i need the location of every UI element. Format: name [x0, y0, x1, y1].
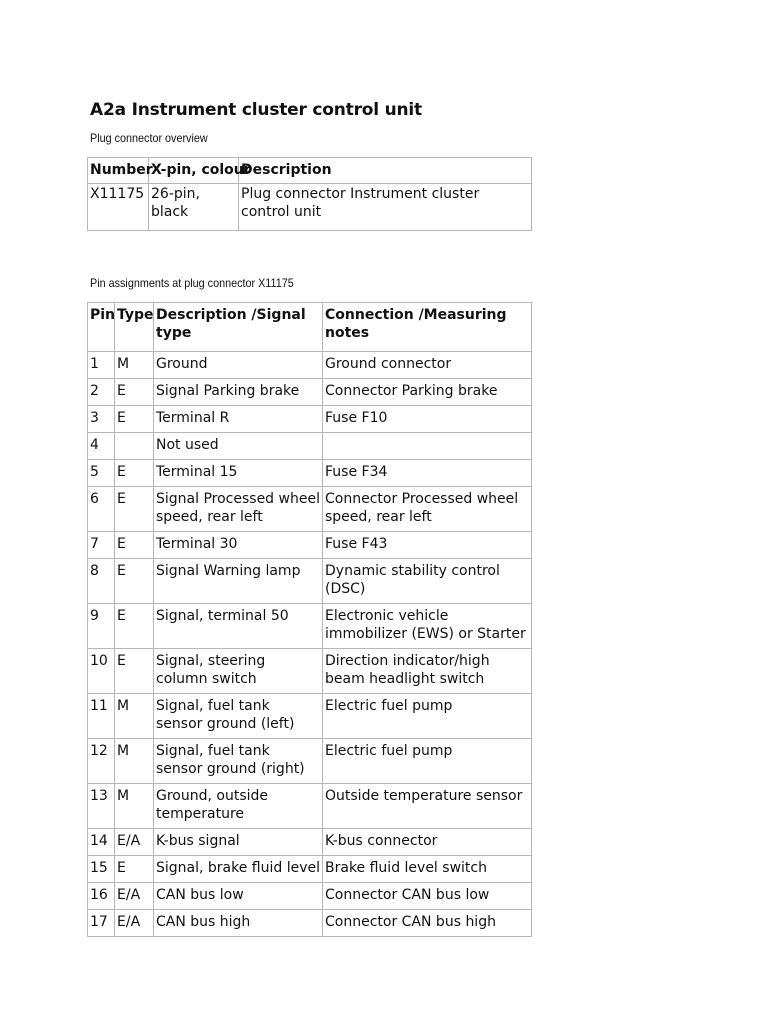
- column-header-type: Type: [115, 303, 154, 352]
- table-row: [88, 433, 532, 460]
- table-row: [88, 649, 532, 694]
- table-row: [88, 379, 532, 406]
- column-header-description: Description: [239, 158, 532, 184]
- cell-type: E: [115, 406, 154, 433]
- cell-type: E/A: [115, 829, 154, 856]
- cell-pin: 7: [88, 532, 115, 559]
- cell-pin: 12: [88, 739, 115, 784]
- table-row: [88, 406, 532, 433]
- cell-description: Terminal R: [154, 406, 323, 433]
- table-row: [88, 883, 532, 910]
- cell-pin: 14: [88, 829, 115, 856]
- cell-number: X11175: [88, 184, 149, 231]
- cell-connection: Connector CAN bus low: [323, 883, 532, 910]
- cell-pin: 11: [88, 694, 115, 739]
- cell-description: Ground, outside temperature: [154, 784, 323, 829]
- cell-description: Signal, brake fluid level: [154, 856, 323, 883]
- column-header-connection-measuring-notes: Connection /Measuring notes: [323, 303, 532, 352]
- cell-pin: 3: [88, 406, 115, 433]
- pin-assignments-table: [87, 302, 532, 937]
- cell-connection: Fuse F34: [323, 460, 532, 487]
- column-header-x-pin-colour: X-pin, colour: [149, 158, 239, 184]
- cell-connection: Connector Processed wheel speed, rear left: [323, 487, 532, 532]
- column-header-number: Number: [88, 158, 149, 184]
- cell-connection: Dynamic stability control (DSC): [323, 559, 532, 604]
- cell-connection: Brake fluid level switch: [323, 856, 532, 883]
- cell-description: Plug connector Instrument cluster control unit: [239, 184, 532, 231]
- cell-description: Signal, terminal 50: [154, 604, 323, 649]
- cell-type: E: [115, 460, 154, 487]
- cell-connection: Connector Parking brake: [323, 379, 532, 406]
- cell-type: M: [115, 739, 154, 784]
- cell-description: Terminal 15: [154, 460, 323, 487]
- cell-type: E/A: [115, 883, 154, 910]
- cell-description: Signal, fuel tank sensor ground (left): [154, 694, 323, 739]
- cell-type: E: [115, 649, 154, 694]
- cell-connection: Outside temperature sensor: [323, 784, 532, 829]
- table-row: [88, 829, 532, 856]
- cell-type: M: [115, 694, 154, 739]
- cell-type: E: [115, 559, 154, 604]
- table-row: [88, 856, 532, 883]
- column-header-description-signal-type: Description /Signal type: [154, 303, 323, 352]
- pin-assignments-heading: Pin assignments at plug connector X11175: [90, 276, 294, 290]
- table-header-row: [88, 303, 532, 352]
- table-row: [88, 784, 532, 829]
- cell-pin: 8: [88, 559, 115, 604]
- cell-connection: Connector CAN bus high: [323, 910, 532, 937]
- table-row: [88, 184, 532, 231]
- plug-connector-overview-table: [87, 157, 532, 231]
- table-row: [88, 739, 532, 784]
- table-row: [88, 559, 532, 604]
- table-row: [88, 910, 532, 937]
- cell-type: [115, 433, 154, 460]
- table-row: [88, 460, 532, 487]
- cell-connection: K-bus connector: [323, 829, 532, 856]
- cell-pin: 16: [88, 883, 115, 910]
- table-row: [88, 604, 532, 649]
- cell-pin: 5: [88, 460, 115, 487]
- cell-type: E/A: [115, 910, 154, 937]
- table-row: [88, 487, 532, 532]
- cell-x-pin-colour: 26-pin, black: [149, 184, 239, 231]
- cell-description: Signal, steering column switch: [154, 649, 323, 694]
- cell-connection: Ground connector: [323, 352, 532, 379]
- table-header-row: [88, 158, 532, 184]
- cell-type: M: [115, 352, 154, 379]
- cell-type: E: [115, 379, 154, 406]
- column-header-pin: Pin: [88, 303, 115, 352]
- cell-connection: Direction indicator/high beam headlight switch: [323, 649, 532, 694]
- cell-description: Not used: [154, 433, 323, 460]
- cell-type: M: [115, 784, 154, 829]
- table-row: [88, 532, 532, 559]
- cell-description: Signal Parking brake: [154, 379, 323, 406]
- table-row: [88, 694, 532, 739]
- cell-pin: 4: [88, 433, 115, 460]
- cell-pin: 10: [88, 649, 115, 694]
- cell-description: K-bus signal: [154, 829, 323, 856]
- cell-connection: Electric fuel pump: [323, 694, 532, 739]
- cell-pin: 1: [88, 352, 115, 379]
- cell-type: E: [115, 604, 154, 649]
- cell-connection: [323, 433, 532, 460]
- cell-description: Signal Warning lamp: [154, 559, 323, 604]
- cell-pin: 6: [88, 487, 115, 532]
- cell-connection: Fuse F43: [323, 532, 532, 559]
- cell-description: Ground: [154, 352, 323, 379]
- cell-description: CAN bus low: [154, 883, 323, 910]
- cell-description: CAN bus high: [154, 910, 323, 937]
- table-row: [88, 352, 532, 379]
- cell-pin: 9: [88, 604, 115, 649]
- cell-pin: 17: [88, 910, 115, 937]
- cell-type: E: [115, 856, 154, 883]
- cell-pin: 2: [88, 379, 115, 406]
- cell-connection: Electronic vehicle immobilizer (EWS) or Starter: [323, 604, 532, 649]
- cell-connection: Electric fuel pump: [323, 739, 532, 784]
- cell-description: Signal, fuel tank sensor ground (right): [154, 739, 323, 784]
- cell-type: E: [115, 532, 154, 559]
- page-title: A2a Instrument cluster control unit: [90, 100, 422, 120]
- cell-pin: 15: [88, 856, 115, 883]
- cell-pin: 13: [88, 784, 115, 829]
- cell-description: Signal Processed wheel speed, rear left: [154, 487, 323, 532]
- overview-heading: Plug connector overview: [90, 131, 208, 145]
- cell-type: E: [115, 487, 154, 532]
- cell-connection: Fuse F10: [323, 406, 532, 433]
- cell-description: Terminal 30: [154, 532, 323, 559]
